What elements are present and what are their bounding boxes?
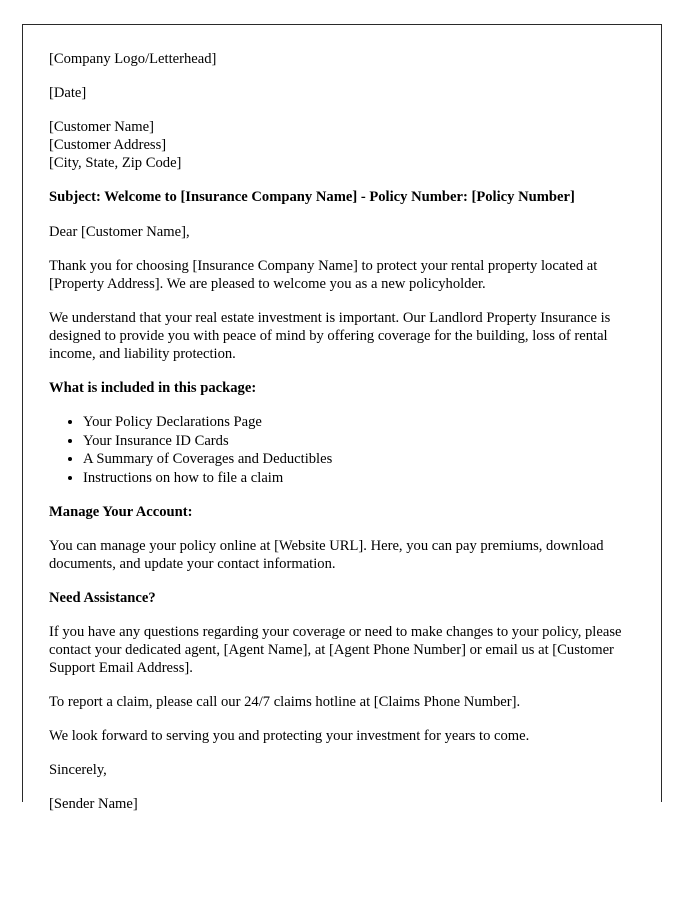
intro-paragraph: Thank you for choosing [Insurance Company Name] to protect your rental property located at [Property Address]. We are pleased to welcome you as a new policyholder. — [49, 258, 598, 292]
document-body — [49, 50, 637, 813]
recipient-city-state-zip: [City, State, Zip Code] — [49, 155, 182, 171]
claims-paragraph: To report a claim, please call our 24/7 claims hotline at [Claims Phone Number]. — [49, 694, 521, 710]
recipient-address: [Customer Address] — [49, 137, 167, 153]
sign-off: Sincerely, — [49, 762, 107, 778]
date-placeholder: [Date] — [49, 85, 87, 101]
list-item: • Your Insurance ID Cards — [83, 432, 637, 451]
list-item: • Instructions on how to file a claim — [83, 469, 637, 488]
investment-paragraph: We understand that your real estate investment is important. Our Landlord Property Insurance is designed to provide you with peace of mind by offering coverage for the building, loss of rental income, and liability protection. — [49, 310, 611, 362]
manage-account-paragraph: You can manage your policy online at [Website URL]. Here, you can pay premiums, download documents, and update your contact information. — [49, 538, 604, 572]
need-assistance-heading: Need Assistance? — [49, 590, 156, 606]
salutation: Dear [Customer Name], — [49, 224, 190, 240]
subject-line: Subject: Welcome to [Insurance Company Name] - Policy Number: [Policy Number] — [49, 189, 575, 205]
assistance-paragraph: If you have any questions regarding your coverage or need to make changes to your policy, please contact your dedicated agent, [Agent Name], at [Agent Phone Number] or email us at [Customer Support Email Address]. — [49, 624, 622, 676]
recipient-name: [Customer Name] — [49, 119, 154, 135]
letterhead-placeholder: [Company Logo/Letterhead] — [49, 51, 217, 67]
list-item: • A Summary of Coverages and Deductibles — [83, 450, 637, 469]
recipient-address-block — [49, 118, 637, 172]
package-heading: What is included in this package: — [49, 380, 257, 396]
closing-paragraph: We look forward to serving you and protecting your investment for years to come. — [49, 728, 530, 744]
manage-account-heading: Manage Your Account: — [49, 504, 193, 520]
package-items-list — [49, 413, 637, 487]
sender-name: [Sender Name] — [49, 796, 138, 812]
document-page — [22, 24, 662, 812]
list-item: • Your Policy Declarations Page — [83, 413, 637, 432]
